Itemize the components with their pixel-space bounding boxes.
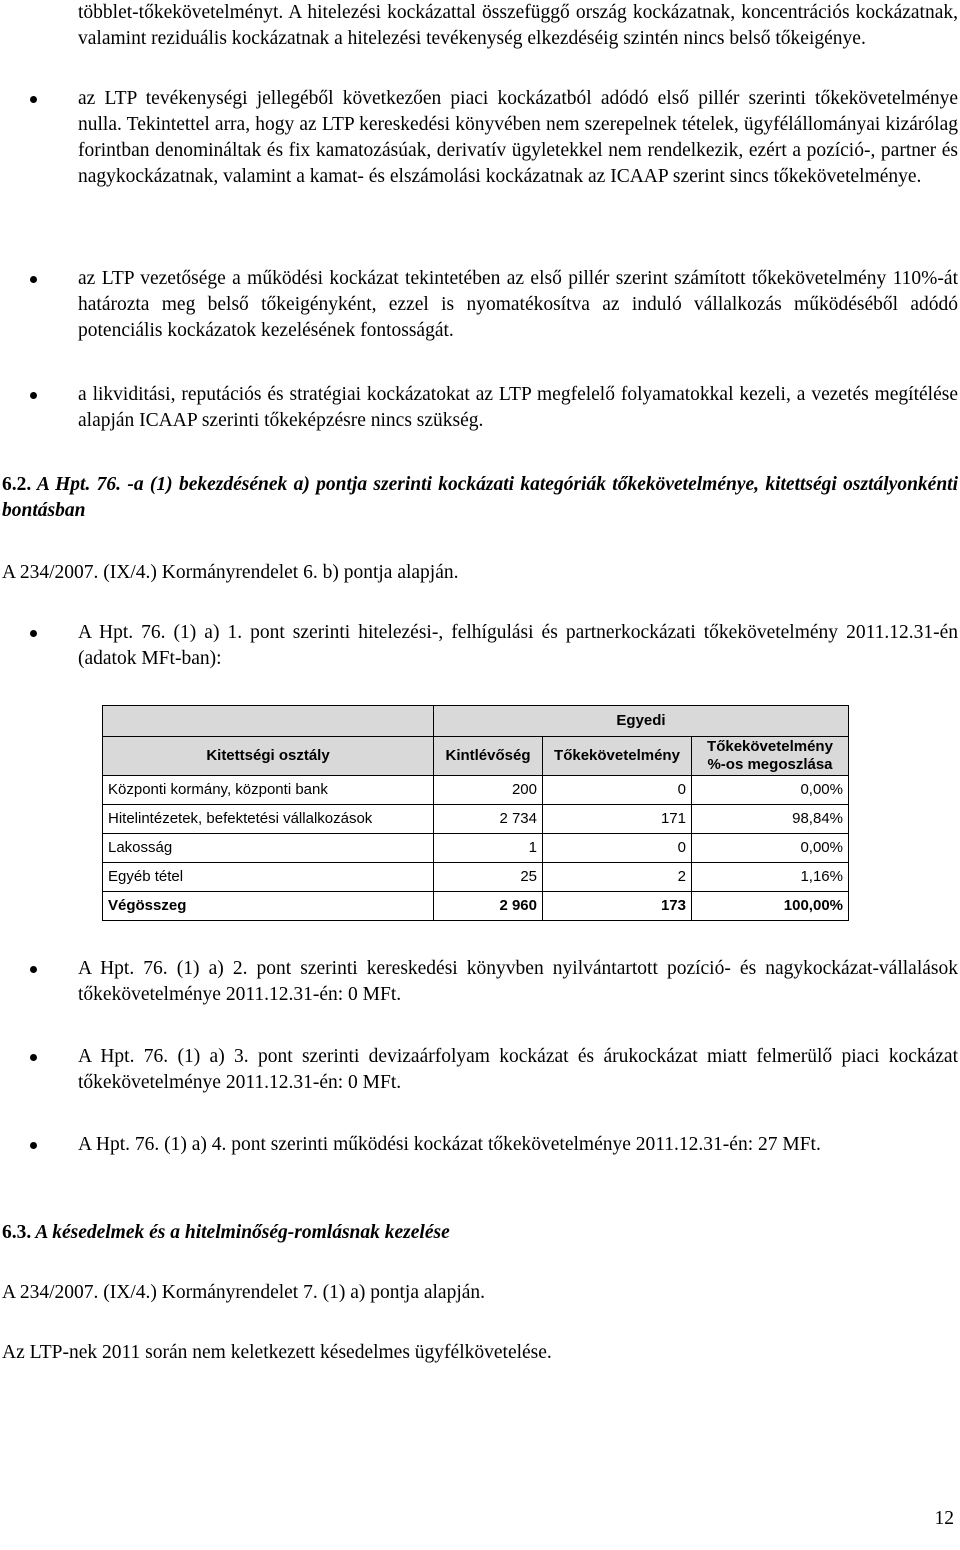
table-cell: 100,00% xyxy=(692,892,849,921)
bullet-dot xyxy=(30,1142,37,1149)
bullet-dot xyxy=(30,96,37,103)
bullet-credit-risk: A Hpt. 76. (1) a) 1. pont szerinti hitelezési-, felhígulási és partnerkockázati tőkekövetelmény 2011.12.31-én (adatok MFt-ban): xyxy=(78,622,958,669)
table-cell: 2 734 xyxy=(434,805,543,834)
table-cell: Egyéb tétel xyxy=(103,863,434,892)
capital-requirement-table xyxy=(102,705,849,921)
table-cell: 0 xyxy=(543,776,692,805)
table-row xyxy=(103,776,849,805)
page-number: 12 xyxy=(934,1508,954,1529)
table-header-blank xyxy=(103,706,434,737)
section-title: A Hpt. 76. -a (1) bekezdésének a) pontja szerinti kockázati kategóriák tőkekövetelménye, kitettségi osztályonkénti bontásban xyxy=(2,474,958,521)
bullet-liquidity-risk: a likviditási, reputációs és stratégiai kockázatokat az LTP megfelelő folyamatokkal kezeli, a vezetés megítélése alapján ICAAP szerinti tőkeképzésre nincs szükség. xyxy=(78,384,958,431)
table-cell: 1 xyxy=(434,834,543,863)
bullet-fx-risk: A Hpt. 76. (1) a) 3. pont szerinti devizaárfolyam kockázat és árukockázat miatt felmerülő piaci kockázat tőkekövetelménye 2011.12.31-én: 0 MFt. xyxy=(78,1046,958,1093)
table-header: Tőkekövetelmény %-os megoszlása xyxy=(692,737,849,776)
intro-paragraph: többlet-tőkekövetelményt. A hitelezési kockázattal összefüggő ország kockázatnak, koncentrációs kockázatnak, valamint reziduális kockázatnak a hitelezési tevékenység elkezdéséig szintén nincs belső tőkeigénye. xyxy=(78,2,958,49)
bullet-dot xyxy=(30,392,37,399)
legal-basis-6-3: A 234/2007. (IX/4.) Kormányrendelet 7. (1) a) pontja alapján. xyxy=(2,1282,486,1303)
table-cell: 2 960 xyxy=(434,892,543,921)
table-total-row xyxy=(103,892,849,921)
bullet-dot xyxy=(30,1054,37,1061)
table-cell: Végösszeg xyxy=(103,892,434,921)
legal-basis-6-2: A 234/2007. (IX/4.) Kormányrendelet 6. b) pontja alapján. xyxy=(2,562,459,583)
bullet-dot xyxy=(30,630,37,637)
table-cell: 200 xyxy=(434,776,543,805)
table-cell: 0 xyxy=(543,834,692,863)
table-header: Kintlévőség xyxy=(434,737,543,776)
delinquency-statement: Az LTP-nek 2011 során nem keletkezett késedelmes ügyfélkövetelése. xyxy=(2,1342,552,1363)
section-6-3-heading xyxy=(2,1220,958,1246)
table-cell: Központi kormány, központi bank xyxy=(103,776,434,805)
table-group-header-row xyxy=(103,706,849,737)
table-row xyxy=(103,805,849,834)
section-title: A késedelmek és a hitelminőség-romlásnak kezelése xyxy=(35,1222,450,1243)
table-cell: 25 xyxy=(434,863,543,892)
bullet-operational-risk: az LTP vezetősége a működési kockázat tekintetében az első pillér szerint számított tőkekövetelmény 110%-át határozta meg belső tőkeigényként, ezzel is nyomatékosítva az induló vállalkozás működéséből adódó potenciális kockázatok kezelésének fontosságát. xyxy=(78,268,958,341)
table-row xyxy=(103,863,849,892)
bullet-dot xyxy=(30,276,37,283)
table-header: Kitettségi osztály xyxy=(103,737,434,776)
section-number: 6.3. xyxy=(2,1222,32,1243)
table-group-header: Egyedi xyxy=(434,706,849,737)
table-cell: 2 xyxy=(543,863,692,892)
section-number: 6.2. xyxy=(2,474,32,495)
table-row xyxy=(103,834,849,863)
bullet-operational-requirement: A Hpt. 76. (1) a) 4. pont szerinti működési kockázat tőkekövetelménye 2011.12.31-én: 27 MFt. xyxy=(78,1134,821,1155)
table-cell: Lakosság xyxy=(103,834,434,863)
table-cell: 98,84% xyxy=(692,805,849,834)
bullet-trading-book: A Hpt. 76. (1) a) 2. pont szerinti kereskedési könyvben nyilvántartott pozíció- és nagykockázat-vállalások tőkekövetelménye 2011.12.31-én: 0 MFt. xyxy=(78,958,958,1005)
bullet-market-risk: az LTP tevékenységi jellegéből következően piaci kockázatból adódó első pillér szerinti tőkekövetelménye nulla. Tekintettel arra, hogy az LTP kereskedési könyvében nem szerepelnek tételek, ügyfélállományai kizárólag forintban denomináltak és fix kamatozásúak, derivatív ügyletekkel nem rendelkezik, ezért a pozíció-, partner és nagykockázatnak, valamint a kamat- és elszámolási kockázatnak az ICAAP szerint sincs tőkekövetelménye. xyxy=(78,88,958,187)
table-cell: 171 xyxy=(543,805,692,834)
table-cell: Hitelintézetek, befektetési vállalkozások xyxy=(103,805,434,834)
table-cell: 0,00% xyxy=(692,834,849,863)
table-cell: 1,16% xyxy=(692,863,849,892)
table-cell: 173 xyxy=(543,892,692,921)
bullet-dot xyxy=(30,966,37,973)
table-header: Tőkekövetelmény xyxy=(543,737,692,776)
table-header-row xyxy=(103,737,849,776)
section-6-2-heading xyxy=(2,472,958,524)
table-cell: 0,00% xyxy=(692,776,849,805)
